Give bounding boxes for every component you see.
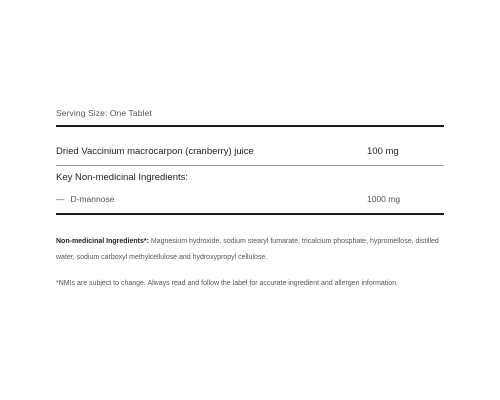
- dash-bullet: —: [56, 194, 65, 204]
- non-medicinal-label: Non-medicinal Ingredients*:: [56, 238, 149, 245]
- medicinal-ingredient-row: [56, 146, 444, 157]
- non-medicinal-ingredients-note: [56, 234, 444, 265]
- non-medicinal-text: Magnesium hydroxide, sodium stearyl fumarate, tricalcium phosphate, hypromellose, distilled water, sodium carboxyl methylcellulose and hydroxypropyl cellulose.: [56, 238, 439, 261]
- key-non-medicinal-heading: Key Non-medicinal Ingredients:: [56, 172, 189, 183]
- row-divider: [56, 165, 444, 166]
- key-ingredient-amount: 1000 mg: [367, 194, 401, 204]
- bottom-divider: [56, 213, 444, 215]
- nmi-disclaimer: *NMIs are subject to change. Always read and follow the label for accurate ingredient and allergen information.: [56, 280, 399, 287]
- key-ingredient-name: D-mannose: [70, 194, 115, 204]
- serving-size: Serving Size: One Tablet: [56, 108, 152, 118]
- top-divider: [56, 125, 444, 127]
- ingredient-name: Dried Vaccinium macrocarpon (cranberry) juice: [56, 146, 254, 157]
- ingredient-amount: 100 mg: [367, 146, 399, 157]
- key-non-medicinal-row: [56, 194, 444, 204]
- nutrition-facts-panel: [56, 0, 444, 400]
